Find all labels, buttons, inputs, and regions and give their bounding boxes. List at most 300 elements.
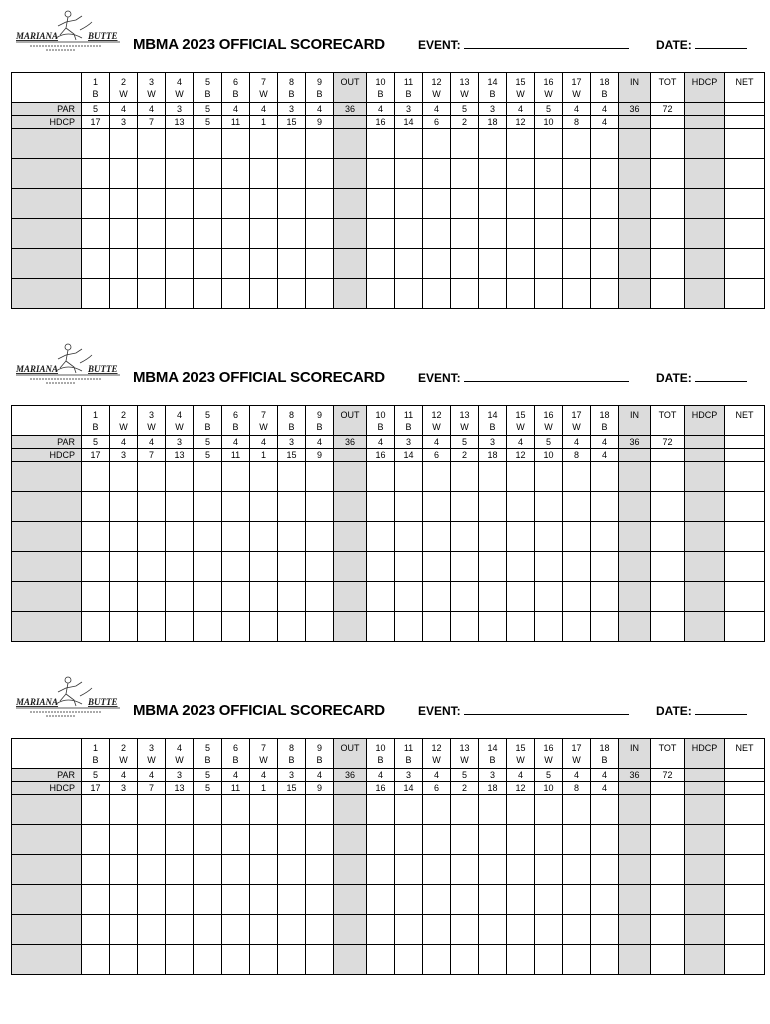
score-cell[interactable]	[222, 612, 250, 642]
out-total-cell[interactable]	[334, 855, 367, 885]
score-cell[interactable]	[166, 129, 194, 159]
score-cell[interactable]	[278, 249, 306, 279]
score-cell[interactable]	[278, 582, 306, 612]
score-cell[interactable]	[395, 582, 423, 612]
score-cell[interactable]	[110, 219, 138, 249]
score-cell[interactable]	[306, 129, 334, 159]
score-cell[interactable]	[451, 249, 479, 279]
handicap-cell[interactable]	[685, 855, 725, 885]
score-cell[interactable]	[423, 855, 451, 885]
score-cell[interactable]	[367, 552, 395, 582]
score-cell[interactable]	[479, 279, 507, 309]
tot-cell[interactable]	[651, 159, 685, 189]
score-cell[interactable]	[278, 885, 306, 915]
score-cell[interactable]	[166, 159, 194, 189]
net-cell[interactable]	[725, 825, 765, 855]
handicap-cell[interactable]	[685, 492, 725, 522]
score-cell[interactable]	[563, 219, 591, 249]
score-cell[interactable]	[423, 159, 451, 189]
score-cell[interactable]	[82, 462, 110, 492]
tot-cell[interactable]	[651, 249, 685, 279]
score-cell[interactable]	[479, 462, 507, 492]
score-cell[interactable]	[507, 189, 535, 219]
score-cell[interactable]	[395, 552, 423, 582]
score-cell[interactable]	[82, 612, 110, 642]
player-name-cell[interactable]	[12, 825, 82, 855]
score-cell[interactable]	[138, 492, 166, 522]
score-cell[interactable]	[82, 279, 110, 309]
score-cell[interactable]	[166, 582, 194, 612]
score-cell[interactable]	[591, 945, 619, 975]
score-cell[interactable]	[222, 795, 250, 825]
score-cell[interactable]	[110, 522, 138, 552]
score-cell[interactable]	[306, 249, 334, 279]
score-cell[interactable]	[423, 582, 451, 612]
score-cell[interactable]	[194, 915, 222, 945]
score-cell[interactable]	[367, 189, 395, 219]
event-blank[interactable]	[464, 371, 629, 382]
score-cell[interactable]	[507, 885, 535, 915]
player-name-cell[interactable]	[12, 795, 82, 825]
player-name-cell[interactable]	[12, 279, 82, 309]
score-cell[interactable]	[535, 129, 563, 159]
score-cell[interactable]	[535, 825, 563, 855]
score-cell[interactable]	[250, 795, 278, 825]
out-total-cell[interactable]	[334, 795, 367, 825]
score-cell[interactable]	[507, 462, 535, 492]
net-cell[interactable]	[725, 219, 765, 249]
score-cell[interactable]	[278, 462, 306, 492]
score-cell[interactable]	[423, 462, 451, 492]
score-cell[interactable]	[306, 552, 334, 582]
score-cell[interactable]	[250, 522, 278, 552]
score-cell[interactable]	[110, 915, 138, 945]
score-cell[interactable]	[563, 129, 591, 159]
score-cell[interactable]	[250, 129, 278, 159]
score-cell[interactable]	[367, 855, 395, 885]
score-cell[interactable]	[110, 492, 138, 522]
score-cell[interactable]	[306, 189, 334, 219]
score-cell[interactable]	[138, 189, 166, 219]
score-cell[interactable]	[591, 915, 619, 945]
score-cell[interactable]	[395, 189, 423, 219]
in-total-cell[interactable]	[619, 855, 651, 885]
score-cell[interactable]	[250, 189, 278, 219]
score-cell[interactable]	[591, 795, 619, 825]
player-name-cell[interactable]	[12, 855, 82, 885]
net-cell[interactable]	[725, 249, 765, 279]
net-cell[interactable]	[725, 945, 765, 975]
score-cell[interactable]	[250, 279, 278, 309]
score-cell[interactable]	[535, 612, 563, 642]
score-cell[interactable]	[194, 612, 222, 642]
score-cell[interactable]	[82, 885, 110, 915]
score-cell[interactable]	[451, 159, 479, 189]
out-total-cell[interactable]	[334, 552, 367, 582]
score-cell[interactable]	[451, 189, 479, 219]
score-cell[interactable]	[367, 945, 395, 975]
score-cell[interactable]	[507, 219, 535, 249]
score-cell[interactable]	[591, 825, 619, 855]
event-field[interactable]	[418, 371, 629, 385]
tot-cell[interactable]	[651, 855, 685, 885]
score-cell[interactable]	[138, 795, 166, 825]
score-cell[interactable]	[367, 492, 395, 522]
player-name-cell[interactable]	[12, 582, 82, 612]
score-cell[interactable]	[395, 159, 423, 189]
score-cell[interactable]	[194, 855, 222, 885]
player-name-cell[interactable]	[12, 915, 82, 945]
score-cell[interactable]	[395, 945, 423, 975]
in-total-cell[interactable]	[619, 249, 651, 279]
score-cell[interactable]	[507, 129, 535, 159]
score-cell[interactable]	[278, 552, 306, 582]
net-cell[interactable]	[725, 582, 765, 612]
in-total-cell[interactable]	[619, 129, 651, 159]
in-total-cell[interactable]	[619, 945, 651, 975]
score-cell[interactable]	[479, 159, 507, 189]
score-cell[interactable]	[367, 582, 395, 612]
score-cell[interactable]	[563, 795, 591, 825]
score-cell[interactable]	[194, 219, 222, 249]
score-cell[interactable]	[110, 159, 138, 189]
score-cell[interactable]	[423, 612, 451, 642]
score-cell[interactable]	[194, 945, 222, 975]
score-cell[interactable]	[138, 159, 166, 189]
score-cell[interactable]	[591, 462, 619, 492]
score-cell[interactable]	[82, 249, 110, 279]
score-cell[interactable]	[222, 189, 250, 219]
handicap-cell[interactable]	[685, 159, 725, 189]
score-cell[interactable]	[306, 219, 334, 249]
score-cell[interactable]	[250, 855, 278, 885]
score-cell[interactable]	[194, 582, 222, 612]
score-cell[interactable]	[451, 582, 479, 612]
score-cell[interactable]	[563, 249, 591, 279]
date-field[interactable]	[656, 371, 747, 385]
score-cell[interactable]	[222, 522, 250, 552]
handicap-cell[interactable]	[685, 249, 725, 279]
score-cell[interactable]	[138, 249, 166, 279]
handicap-cell[interactable]	[685, 189, 725, 219]
score-cell[interactable]	[82, 492, 110, 522]
score-cell[interactable]	[306, 915, 334, 945]
out-total-cell[interactable]	[334, 189, 367, 219]
score-cell[interactable]	[138, 522, 166, 552]
score-cell[interactable]	[451, 885, 479, 915]
score-cell[interactable]	[563, 885, 591, 915]
score-cell[interactable]	[591, 522, 619, 552]
score-cell[interactable]	[591, 249, 619, 279]
score-cell[interactable]	[278, 945, 306, 975]
score-cell[interactable]	[194, 492, 222, 522]
score-cell[interactable]	[423, 249, 451, 279]
in-total-cell[interactable]	[619, 279, 651, 309]
score-cell[interactable]	[138, 855, 166, 885]
score-cell[interactable]	[395, 795, 423, 825]
score-cell[interactable]	[507, 279, 535, 309]
out-total-cell[interactable]	[334, 462, 367, 492]
net-cell[interactable]	[725, 129, 765, 159]
date-blank[interactable]	[695, 38, 747, 49]
score-cell[interactable]	[535, 249, 563, 279]
score-cell[interactable]	[166, 612, 194, 642]
score-cell[interactable]	[451, 279, 479, 309]
out-total-cell[interactable]	[334, 915, 367, 945]
score-cell[interactable]	[423, 279, 451, 309]
score-cell[interactable]	[306, 885, 334, 915]
score-cell[interactable]	[82, 189, 110, 219]
score-cell[interactable]	[110, 582, 138, 612]
net-cell[interactable]	[725, 492, 765, 522]
score-cell[interactable]	[82, 159, 110, 189]
score-cell[interactable]	[451, 612, 479, 642]
score-cell[interactable]	[423, 492, 451, 522]
score-cell[interactable]	[507, 249, 535, 279]
score-cell[interactable]	[479, 492, 507, 522]
handicap-cell[interactable]	[685, 885, 725, 915]
out-total-cell[interactable]	[334, 219, 367, 249]
score-cell[interactable]	[278, 279, 306, 309]
event-field[interactable]	[418, 704, 629, 718]
player-name-cell[interactable]	[12, 552, 82, 582]
score-cell[interactable]	[138, 279, 166, 309]
score-cell[interactable]	[166, 552, 194, 582]
tot-cell[interactable]	[651, 522, 685, 552]
player-name-cell[interactable]	[12, 249, 82, 279]
score-cell[interactable]	[82, 825, 110, 855]
score-cell[interactable]	[166, 825, 194, 855]
player-name-cell[interactable]	[12, 219, 82, 249]
score-cell[interactable]	[222, 855, 250, 885]
score-cell[interactable]	[507, 945, 535, 975]
score-cell[interactable]	[82, 915, 110, 945]
score-cell[interactable]	[479, 249, 507, 279]
handicap-cell[interactable]	[685, 582, 725, 612]
score-cell[interactable]	[250, 945, 278, 975]
score-cell[interactable]	[166, 945, 194, 975]
score-cell[interactable]	[110, 189, 138, 219]
score-cell[interactable]	[222, 249, 250, 279]
score-cell[interactable]	[194, 522, 222, 552]
out-total-cell[interactable]	[334, 249, 367, 279]
score-cell[interactable]	[563, 159, 591, 189]
handicap-cell[interactable]	[685, 945, 725, 975]
out-total-cell[interactable]	[334, 492, 367, 522]
score-cell[interactable]	[194, 249, 222, 279]
score-cell[interactable]	[250, 492, 278, 522]
in-total-cell[interactable]	[619, 582, 651, 612]
score-cell[interactable]	[222, 279, 250, 309]
score-cell[interactable]	[479, 522, 507, 552]
score-cell[interactable]	[166, 492, 194, 522]
score-cell[interactable]	[591, 219, 619, 249]
score-cell[interactable]	[194, 552, 222, 582]
score-cell[interactable]	[367, 129, 395, 159]
score-cell[interactable]	[222, 885, 250, 915]
out-total-cell[interactable]	[334, 159, 367, 189]
score-cell[interactable]	[222, 129, 250, 159]
in-total-cell[interactable]	[619, 552, 651, 582]
score-cell[interactable]	[563, 522, 591, 552]
score-cell[interactable]	[395, 279, 423, 309]
event-field[interactable]	[418, 38, 629, 52]
tot-cell[interactable]	[651, 462, 685, 492]
score-cell[interactable]	[563, 279, 591, 309]
score-cell[interactable]	[507, 159, 535, 189]
score-cell[interactable]	[82, 129, 110, 159]
in-total-cell[interactable]	[619, 825, 651, 855]
out-total-cell[interactable]	[334, 885, 367, 915]
score-cell[interactable]	[423, 825, 451, 855]
net-cell[interactable]	[725, 462, 765, 492]
score-cell[interactable]	[306, 159, 334, 189]
score-cell[interactable]	[222, 945, 250, 975]
score-cell[interactable]	[222, 915, 250, 945]
score-cell[interactable]	[110, 825, 138, 855]
player-name-cell[interactable]	[12, 462, 82, 492]
score-cell[interactable]	[82, 855, 110, 885]
player-name-cell[interactable]	[12, 159, 82, 189]
score-cell[interactable]	[82, 945, 110, 975]
score-cell[interactable]	[479, 945, 507, 975]
score-cell[interactable]	[395, 492, 423, 522]
score-cell[interactable]	[194, 279, 222, 309]
score-cell[interactable]	[535, 189, 563, 219]
score-cell[interactable]	[451, 825, 479, 855]
date-field[interactable]	[656, 38, 747, 52]
score-cell[interactable]	[250, 159, 278, 189]
score-cell[interactable]	[367, 462, 395, 492]
score-cell[interactable]	[138, 945, 166, 975]
in-total-cell[interactable]	[619, 189, 651, 219]
score-cell[interactable]	[110, 855, 138, 885]
score-cell[interactable]	[563, 492, 591, 522]
score-cell[interactable]	[82, 582, 110, 612]
score-cell[interactable]	[479, 219, 507, 249]
in-total-cell[interactable]	[619, 915, 651, 945]
net-cell[interactable]	[725, 522, 765, 552]
date-blank[interactable]	[695, 704, 747, 715]
score-cell[interactable]	[563, 582, 591, 612]
tot-cell[interactable]	[651, 129, 685, 159]
score-cell[interactable]	[166, 189, 194, 219]
score-cell[interactable]	[306, 945, 334, 975]
score-cell[interactable]	[423, 189, 451, 219]
score-cell[interactable]	[479, 795, 507, 825]
score-cell[interactable]	[395, 885, 423, 915]
score-cell[interactable]	[367, 279, 395, 309]
score-cell[interactable]	[278, 219, 306, 249]
score-cell[interactable]	[451, 462, 479, 492]
handicap-cell[interactable]	[685, 915, 725, 945]
tot-cell[interactable]	[651, 612, 685, 642]
player-name-cell[interactable]	[12, 492, 82, 522]
score-cell[interactable]	[507, 795, 535, 825]
out-total-cell[interactable]	[334, 279, 367, 309]
tot-cell[interactable]	[651, 492, 685, 522]
score-cell[interactable]	[535, 795, 563, 825]
score-cell[interactable]	[423, 129, 451, 159]
score-cell[interactable]	[591, 189, 619, 219]
score-cell[interactable]	[535, 945, 563, 975]
score-cell[interactable]	[278, 915, 306, 945]
score-cell[interactable]	[395, 612, 423, 642]
score-cell[interactable]	[451, 855, 479, 885]
score-cell[interactable]	[367, 522, 395, 552]
score-cell[interactable]	[479, 612, 507, 642]
handicap-cell[interactable]	[685, 612, 725, 642]
tot-cell[interactable]	[651, 582, 685, 612]
score-cell[interactable]	[306, 795, 334, 825]
handicap-cell[interactable]	[685, 552, 725, 582]
player-name-cell[interactable]	[12, 945, 82, 975]
score-cell[interactable]	[250, 582, 278, 612]
score-cell[interactable]	[591, 552, 619, 582]
score-cell[interactable]	[591, 885, 619, 915]
score-cell[interactable]	[535, 492, 563, 522]
score-cell[interactable]	[479, 855, 507, 885]
score-cell[interactable]	[250, 825, 278, 855]
score-cell[interactable]	[82, 552, 110, 582]
score-cell[interactable]	[166, 522, 194, 552]
score-cell[interactable]	[395, 219, 423, 249]
score-cell[interactable]	[306, 279, 334, 309]
score-cell[interactable]	[222, 159, 250, 189]
event-blank[interactable]	[464, 704, 629, 715]
score-cell[interactable]	[306, 825, 334, 855]
score-cell[interactable]	[138, 582, 166, 612]
in-total-cell[interactable]	[619, 612, 651, 642]
score-cell[interactable]	[535, 219, 563, 249]
handicap-cell[interactable]	[685, 462, 725, 492]
out-total-cell[interactable]	[334, 582, 367, 612]
net-cell[interactable]	[725, 279, 765, 309]
tot-cell[interactable]	[651, 825, 685, 855]
net-cell[interactable]	[725, 855, 765, 885]
score-cell[interactable]	[250, 915, 278, 945]
score-cell[interactable]	[563, 189, 591, 219]
score-cell[interactable]	[278, 522, 306, 552]
score-cell[interactable]	[194, 189, 222, 219]
score-cell[interactable]	[395, 855, 423, 885]
score-cell[interactable]	[110, 612, 138, 642]
score-cell[interactable]	[138, 129, 166, 159]
handicap-cell[interactable]	[685, 795, 725, 825]
in-total-cell[interactable]	[619, 885, 651, 915]
score-cell[interactable]	[166, 462, 194, 492]
score-cell[interactable]	[138, 825, 166, 855]
date-blank[interactable]	[695, 371, 747, 382]
score-cell[interactable]	[423, 945, 451, 975]
handicap-cell[interactable]	[685, 219, 725, 249]
score-cell[interactable]	[138, 885, 166, 915]
score-cell[interactable]	[479, 552, 507, 582]
score-cell[interactable]	[395, 129, 423, 159]
tot-cell[interactable]	[651, 885, 685, 915]
score-cell[interactable]	[507, 522, 535, 552]
in-total-cell[interactable]	[619, 795, 651, 825]
score-cell[interactable]	[110, 885, 138, 915]
score-cell[interactable]	[306, 522, 334, 552]
score-cell[interactable]	[423, 219, 451, 249]
out-total-cell[interactable]	[334, 522, 367, 552]
score-cell[interactable]	[110, 462, 138, 492]
in-total-cell[interactable]	[619, 522, 651, 552]
score-cell[interactable]	[451, 492, 479, 522]
score-cell[interactable]	[535, 522, 563, 552]
score-cell[interactable]	[194, 462, 222, 492]
